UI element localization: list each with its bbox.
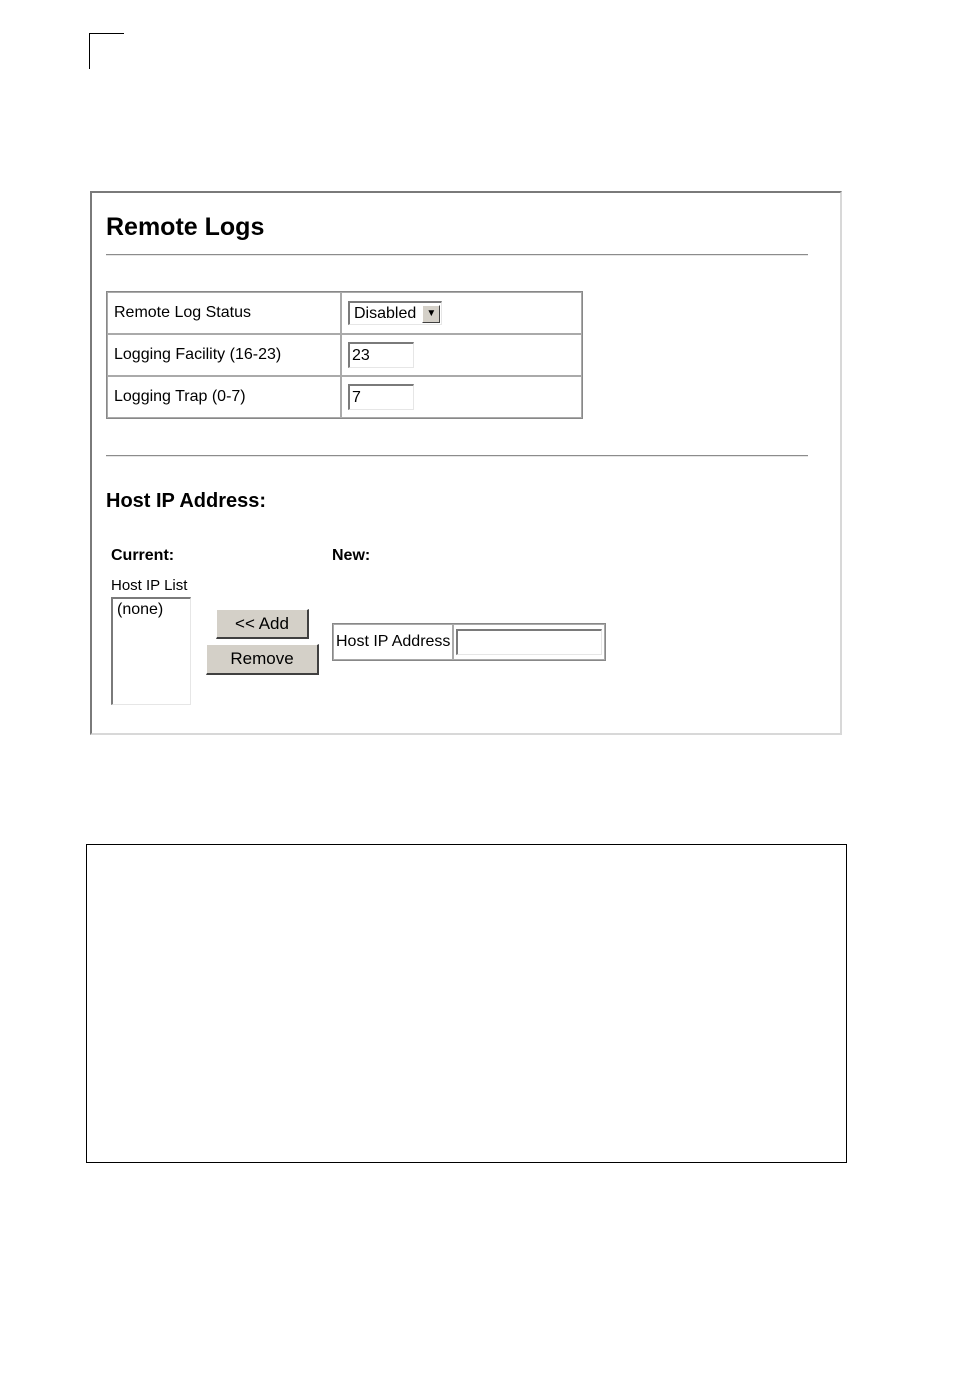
- remote-log-status-cell: [341, 292, 582, 334]
- current-heading: Current:: [111, 547, 175, 564]
- table-row: [333, 624, 605, 660]
- new-host-ip-label: Host IP Address: [333, 624, 453, 660]
- page-title: Remote Logs: [106, 213, 265, 241]
- table-row: [107, 292, 582, 334]
- host-ip-section-title: Host IP Address:: [106, 490, 267, 512]
- new-host-ip-cell: [453, 624, 605, 660]
- list-item[interactable]: (none): [117, 601, 164, 618]
- add-host-button[interactable]: << Add: [216, 609, 309, 639]
- logging-facility-cell: [341, 334, 582, 376]
- new-heading: New:: [332, 547, 371, 564]
- remote-log-status-value: Disabled: [354, 304, 417, 322]
- logging-trap-label: Logging Trap (0-7): [107, 376, 341, 418]
- chevron-down-icon[interactable]: ▼: [422, 305, 440, 323]
- logging-facility-label: Logging Facility (16-23): [107, 334, 341, 376]
- logging-trap-cell: [341, 376, 582, 418]
- title-divider: [106, 254, 808, 256]
- empty-frame: [86, 844, 847, 1163]
- host-ip-list-label: Host IP List: [111, 577, 188, 594]
- table-row: [107, 334, 582, 376]
- new-host-ip-input[interactable]: [456, 629, 602, 655]
- crop-mark-vertical: [89, 33, 90, 69]
- crop-mark-horizontal: [89, 33, 124, 34]
- remove-host-button[interactable]: Remove: [206, 644, 319, 675]
- settings-table: [106, 291, 583, 419]
- logging-facility-input[interactable]: [348, 342, 414, 368]
- remote-log-status-label: Remote Log Status: [107, 292, 341, 334]
- remote-log-status-select[interactable]: [348, 301, 442, 325]
- host-ip-listbox[interactable]: [111, 597, 191, 705]
- section-divider: [106, 455, 808, 457]
- remote-logs-panel: [90, 191, 842, 735]
- new-host-table: [332, 623, 606, 661]
- table-row: [107, 376, 582, 418]
- logging-trap-input[interactable]: [348, 384, 414, 410]
